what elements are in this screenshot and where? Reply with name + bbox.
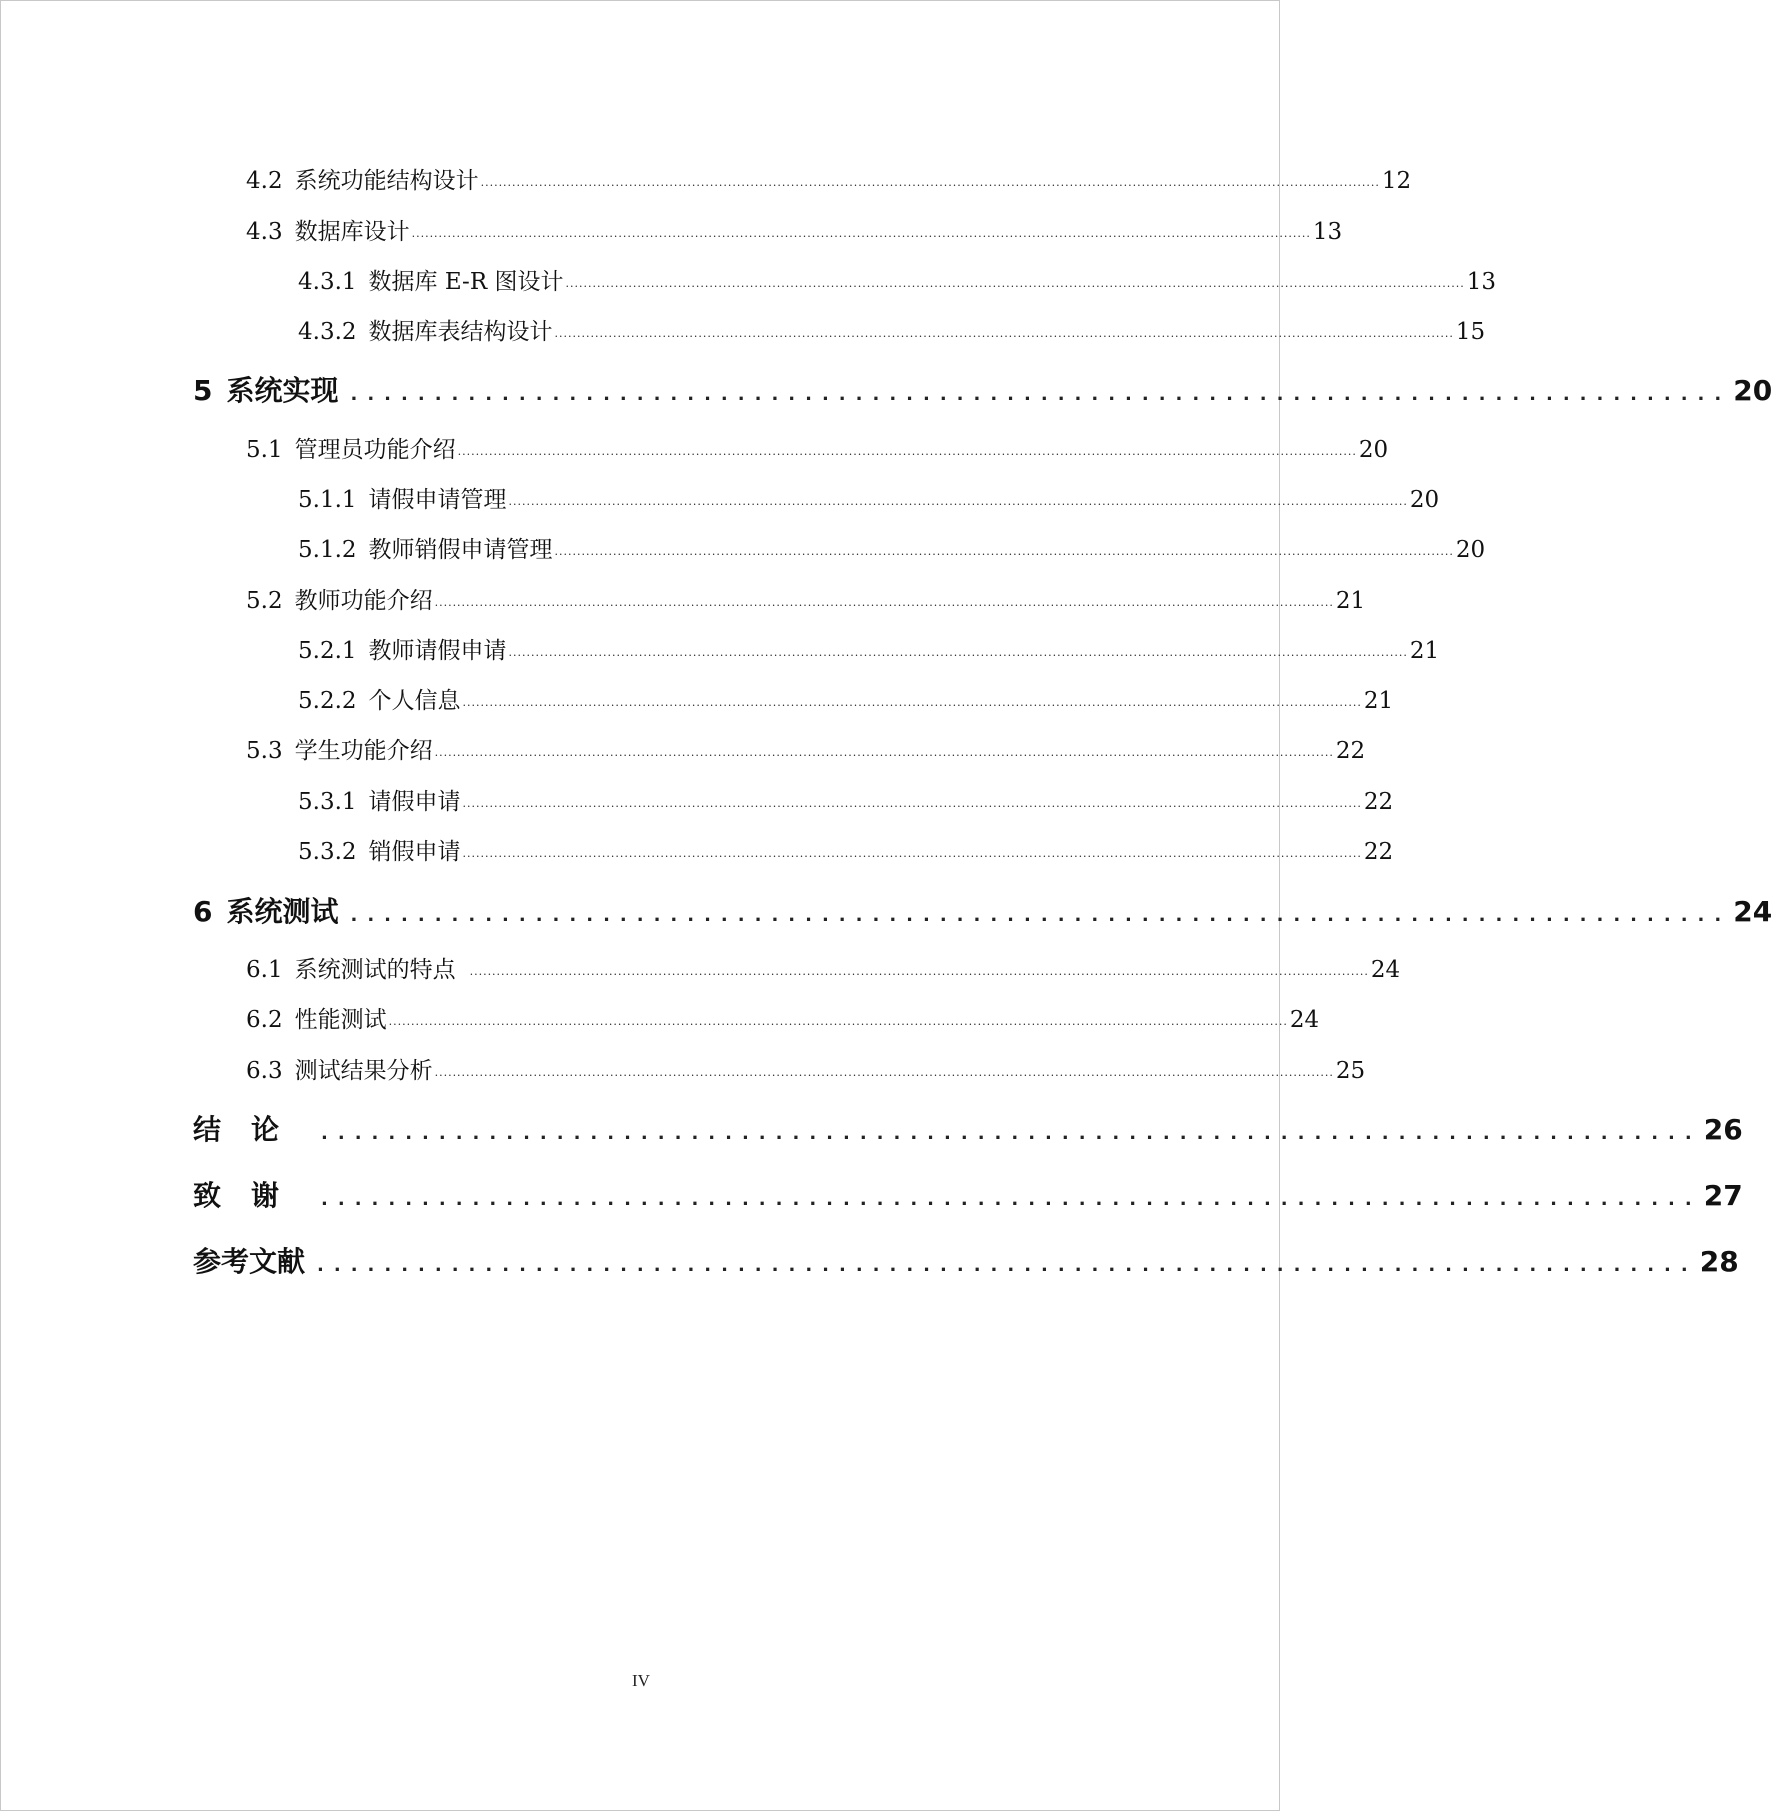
dot-leader: ........................................................................................................................................................................................................	[508, 646, 1408, 659]
toc-chapter-5[interactable]	[193, 369, 1772, 413]
page-number: 24	[1289, 1007, 1320, 1033]
section-title: 教师功能介绍	[294, 588, 433, 614]
toc-entry-5-3-2[interactable]	[298, 835, 1394, 869]
dot-leader: ........................................................................................................................................................................................................	[457, 445, 1357, 458]
dot-leader: ..................................................................................	[350, 905, 1732, 926]
toc-conclusion[interactable]	[193, 1108, 1743, 1152]
page-number: 21	[1335, 588, 1366, 614]
section-title: 性能测试	[294, 1007, 387, 1033]
dot-leader: ..................................................................................	[321, 1123, 1702, 1144]
dot-leader: ........................................................................................................................................................................................................	[388, 1015, 1288, 1028]
page-number: 27	[1703, 1179, 1743, 1212]
dot-leader: ........................................................................................................................................................................................................	[462, 847, 1362, 860]
section-number: 5.3.1	[298, 789, 357, 815]
dot-leader: ........................................................................................................................................................................................................	[480, 176, 1380, 189]
toc-chapter-6[interactable]	[193, 890, 1772, 934]
section-number: 5.1.1	[298, 487, 357, 513]
page-number: 13	[1312, 219, 1343, 245]
section-number: 5.2.2	[298, 688, 357, 714]
section-title: 数据库表结构设计	[368, 319, 553, 345]
section-number: 6.1	[246, 957, 283, 983]
dot-leader: ........................................................................................................................................................................................................	[434, 746, 1334, 759]
toc-acknowledgements[interactable]	[193, 1174, 1743, 1218]
page-number: 20	[1409, 487, 1440, 513]
toc-entry-5-2-2[interactable]	[298, 684, 1394, 718]
section-number: 4.2	[246, 168, 283, 194]
page-number: 20	[1733, 374, 1772, 407]
section-number: 5.1	[246, 437, 283, 463]
page-number: 25	[1335, 1058, 1366, 1084]
chapter-title: 结论	[193, 1113, 310, 1146]
toc-entry-6-1[interactable]	[246, 953, 1401, 987]
section-number: 5.1.2	[298, 537, 357, 563]
dot-leader: ........................................................................................................................................................................................................	[434, 596, 1334, 609]
dot-leader: ........................................................................................................................................................................................................	[554, 327, 1454, 340]
section-title: 学生功能介绍	[294, 738, 433, 764]
section-title: 管理员功能介绍	[294, 437, 456, 463]
dot-leader: ........................................................................................................................................................................................................	[565, 277, 1465, 290]
page-number: 26	[1703, 1113, 1743, 1146]
dot-leader: ........................................................................................................................................................................................................	[411, 227, 1311, 240]
page-number: 22	[1363, 789, 1394, 815]
page-number: 24	[1733, 895, 1772, 928]
toc-entry-4-2[interactable]	[246, 164, 1412, 198]
section-number: 4.3.1	[298, 269, 357, 295]
section-number: 6.2	[246, 1007, 283, 1033]
page-number: 21	[1409, 638, 1440, 664]
dot-leader: ..................................................................................	[317, 1255, 1698, 1276]
toc-references[interactable]	[193, 1240, 1739, 1284]
toc-entry-4-3[interactable]	[246, 215, 1343, 249]
dot-leader: ..................................................................................	[321, 1189, 1702, 1210]
dot-leader: ..................................................................................	[350, 384, 1732, 405]
dot-leader: ........................................................................................................................................................................................................	[434, 1066, 1334, 1079]
section-number: 6.3	[246, 1058, 283, 1084]
toc-entry-5-1-1[interactable]	[298, 483, 1440, 517]
section-title: 个人信息	[368, 688, 461, 714]
toc-entry-5-3-1[interactable]	[298, 785, 1394, 819]
dot-leader: ........................................................................................................................................................................................................	[508, 495, 1408, 508]
page-number: 22	[1363, 839, 1394, 865]
section-title: 教师销假申请管理	[368, 537, 553, 563]
dot-leader: ........................................................................................................................................................................................................	[554, 545, 1454, 558]
toc-entry-5-2-1[interactable]	[298, 634, 1440, 668]
section-number: 4.3.2	[298, 319, 357, 345]
page-number: 15	[1455, 319, 1486, 345]
section-title: 数据库 E-R 图设计	[368, 269, 564, 295]
dot-leader: ........................................................................................................................................................................................................	[462, 696, 1362, 709]
section-number: 5.2	[246, 588, 283, 614]
chapter-title: 参考文献	[193, 1245, 306, 1278]
dot-leader: ........................................................................................................................................................................................................	[469, 965, 1369, 978]
toc-entry-5-3[interactable]	[246, 734, 1366, 768]
section-title: 请假申请管理	[368, 487, 507, 513]
section-title: 请假申请	[368, 789, 461, 815]
chapter-title: 系统测试	[226, 895, 339, 928]
page-number: 20	[1358, 437, 1389, 463]
chapter-title: 系统实现	[226, 374, 339, 407]
page-number: 13	[1466, 269, 1497, 295]
toc-entry-5-1[interactable]	[246, 433, 1389, 467]
dot-leader: ........................................................................................................................................................................................................	[462, 797, 1362, 810]
section-title: 销假申请	[368, 839, 461, 865]
section-title: 教师请假申请	[368, 638, 507, 664]
toc-entry-4-3-1[interactable]	[298, 265, 1497, 299]
section-title: 系统功能结构设计	[294, 168, 479, 194]
page-number: 24	[1370, 957, 1401, 983]
page-number: 28	[1699, 1245, 1739, 1278]
section-number: 5.2.1	[298, 638, 357, 664]
toc-entry-5-2[interactable]	[246, 584, 1366, 618]
section-title: 数据库设计	[294, 219, 410, 245]
chapter-number: 6	[193, 895, 213, 928]
page-footer-number: IV	[632, 1671, 650, 1690]
chapter-number: 5	[193, 374, 213, 407]
section-title: 测试结果分析	[294, 1058, 433, 1084]
page-number: 21	[1363, 688, 1394, 714]
toc-entry-6-2[interactable]	[246, 1003, 1320, 1037]
section-title: 系统测试的特点	[294, 957, 456, 983]
section-number: 5.3	[246, 738, 283, 764]
page-number: 22	[1335, 738, 1366, 764]
page-number: 20	[1455, 537, 1486, 563]
page-number: 12	[1381, 168, 1412, 194]
toc-entry-4-3-2[interactable]	[298, 315, 1486, 349]
section-number: 4.3	[246, 219, 283, 245]
toc-entry-5-1-2[interactable]	[298, 533, 1486, 567]
section-number: 5.3.2	[298, 839, 357, 865]
toc-entry-6-3[interactable]	[246, 1054, 1366, 1088]
chapter-title: 致谢	[193, 1179, 310, 1212]
